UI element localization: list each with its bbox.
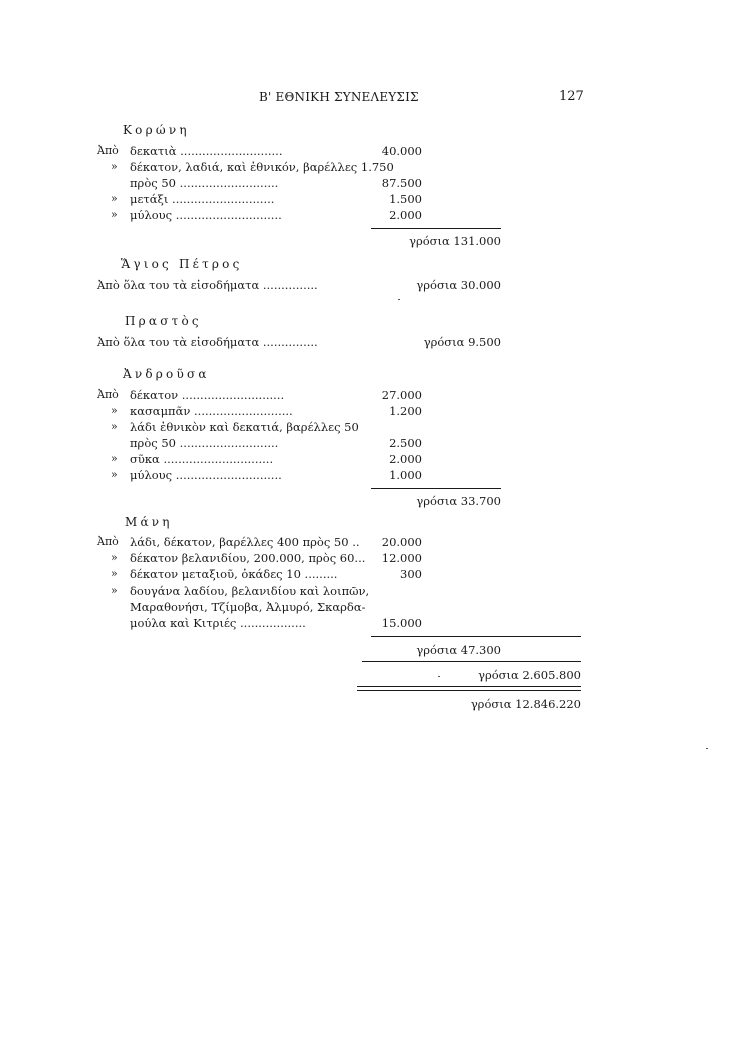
section-total-korone: γρόσια 131.000 — [409, 234, 501, 248]
section-heading-agios-petros: Ἅγιος Πέτρος — [121, 257, 243, 271]
line-prefix: » — [111, 192, 118, 205]
grand-total-rule-bottom — [357, 690, 581, 691]
line-prefix: » — [111, 452, 118, 465]
line-prefix: » — [111, 567, 118, 580]
line-text: μούλα καὶ Κιτριές .................. — [130, 616, 306, 630]
section-heading-korone: Κορώνη — [123, 123, 190, 137]
section-heading-androusa: Ἀνδροῦσα — [123, 367, 210, 381]
line-text: δέκατον μεταξιοῦ, ὀκάδες 10 ......... — [130, 567, 338, 581]
line-value: 87.500 — [381, 176, 422, 190]
scan-speck — [706, 748, 708, 749]
section-total-prastos: γρόσια 9.500 — [423, 335, 501, 349]
line-value: 2.000 — [389, 208, 422, 222]
line-value: 2.000 — [389, 452, 422, 466]
line-text: δεκατιὰ ............................ — [130, 144, 283, 158]
prastos-line: Ἀπὸ ὅλα του τὰ εἰσοδήματα ............... — [97, 335, 318, 349]
line-text: δέκατον, λαδιά, καὶ ἐθνικόν, βαρέλλες 1.750 — [130, 160, 394, 174]
line-prefix: » — [111, 208, 118, 221]
scan-speck — [438, 676, 440, 677]
line-prefix: Ἀπὸ — [97, 535, 119, 548]
line-prefix: » — [111, 160, 118, 173]
line-prefix: » — [111, 468, 118, 481]
line-text: λάδι ἐθνικὸν καὶ δεκατιά, βαρέλλες 50 — [130, 420, 359, 434]
line-value: 1.500 — [389, 192, 422, 206]
page-number: 127 — [559, 89, 584, 104]
sum-rule — [371, 488, 501, 489]
line-value: 2.500 — [389, 436, 422, 450]
line-prefix: » — [111, 551, 118, 564]
grand-total-rule-top — [357, 686, 581, 687]
grand-total: γρόσια 12.846.220 — [470, 697, 581, 711]
line-text: δέκατον βελανιδίου, 200.000, πρὸς 60... — [130, 551, 366, 565]
subtotal: γρόσια 2.605.800 — [478, 668, 581, 682]
line-value: 15.000 — [381, 616, 422, 630]
line-text: πρὸς 50 ........................... — [130, 436, 279, 450]
line-text: κασαμπᾶν ........................... — [130, 404, 293, 418]
agios-petros-line: Ἀπὸ ὅλα του τὰ εἰσοδήματα ............... — [97, 278, 318, 292]
line-text: μετάξι ............................ — [130, 192, 275, 206]
line-text: μύλους ............................. — [130, 208, 282, 222]
line-text: δουγάνα λαδίου, βελανιδίου καὶ λοιπῶν, — [130, 584, 370, 598]
sum-rule — [371, 228, 501, 229]
sum-rule — [371, 636, 581, 637]
section-total-androusa: γρόσια 33.700 — [416, 494, 501, 508]
section-heading-mane: Μάνη — [125, 515, 173, 529]
line-prefix: » — [111, 584, 118, 597]
line-prefix: Ἀπὸ — [97, 388, 119, 401]
line-text: δέκατον ............................ — [130, 388, 285, 402]
subtotal-rule — [362, 661, 581, 662]
line-text: λάδι, δέκατον, βαρέλλες 400 πρὸς 50 .. — [130, 535, 360, 549]
scan-speck — [398, 299, 400, 300]
section-heading-prastos: Πραστὸς — [125, 314, 202, 328]
line-prefix: Ἀπὸ — [97, 144, 119, 157]
line-text: σῦκα .............................. — [130, 452, 274, 466]
line-value: 20.000 — [381, 535, 422, 549]
line-text: Μαραθονήσι, Τζίμοβα, Ἀλμυρό, Σκαρδα- — [130, 600, 366, 614]
line-prefix: » — [111, 420, 118, 433]
line-text: μύλους ............................. — [130, 468, 282, 482]
section-total-mane: γρόσια 47.300 — [416, 643, 501, 657]
line-prefix: » — [111, 404, 118, 417]
line-value: 1.200 — [389, 404, 422, 418]
line-value: 1.000 — [389, 468, 422, 482]
section-total-agios-petros: γρόσια 30.000 — [416, 278, 501, 292]
line-value: 300 — [400, 567, 422, 581]
line-value: 40.000 — [381, 144, 422, 158]
line-value: 12.000 — [381, 551, 422, 565]
line-text: πρὸς 50 ........................... — [130, 176, 279, 190]
running-header-title: Β' ΕΘΝΙΚΗ ΣΥΝΕΛΕΥΣΙΣ — [259, 90, 419, 104]
line-value: 27.000 — [381, 388, 422, 402]
